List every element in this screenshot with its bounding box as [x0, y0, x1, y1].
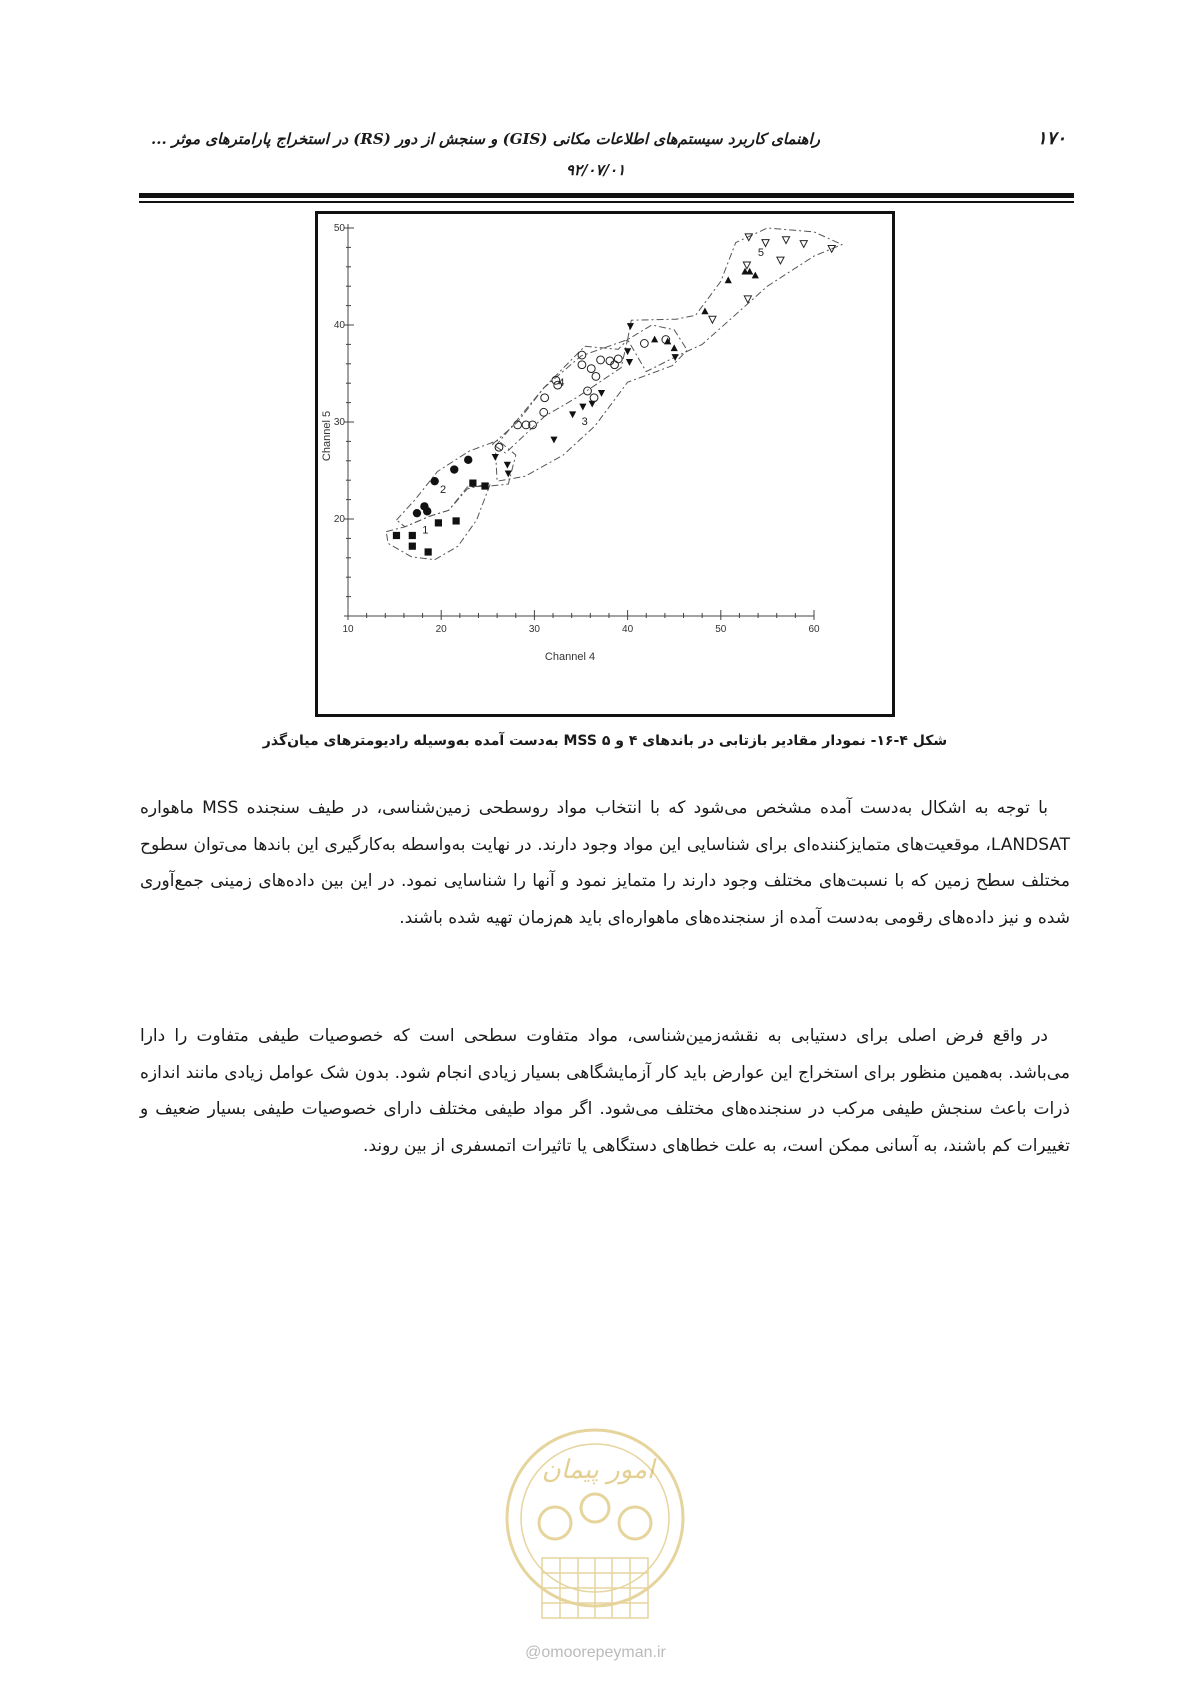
filled-triangle-down-point — [579, 404, 586, 411]
filled-square-point — [481, 482, 488, 489]
filled-triangle-down-point — [569, 411, 576, 418]
filled-square-point — [435, 519, 442, 526]
open-circle-point — [592, 373, 600, 381]
filled-triangle-down-point — [504, 462, 511, 469]
filled-triangle-down-point — [598, 390, 605, 397]
open-circle-point — [584, 387, 592, 395]
filled-circle-point — [423, 507, 431, 515]
filled-circle-point — [413, 509, 421, 517]
filled-square-point — [453, 517, 460, 524]
open-circle-point — [590, 394, 598, 402]
filled-square-point — [393, 532, 400, 539]
group-envelope — [493, 340, 628, 453]
filled-square-point — [409, 543, 416, 550]
watermark-logo-text: امور پیمان — [541, 1455, 655, 1485]
paragraph-2-text: در واقع فرض اصلی برای دستیابی به نقشه‌زمین‌شناسی، مواد متفاوت سطحی است که خصوصیات طیفی متفاوت را دارا می‌باشد. به‌همین منظور برای استخراج این عوارض باید کار آزمایشگاهی بسیار زیادی انجام شود. بدون شک عوامل زیادی مانند اندازه ذرات باعث سنجش طیفی مرکب در سنجنده‌های مختلف می‌شود. اگر مواد طیفی مختلف دارای خصوصیات طیفی بسیار ضعیف و تغییرات کم باشند، به آسانی ممکن است، به علت خطاهای دستگاهی یا تاثیرات اتمسفری از بین روند. — [140, 1026, 1070, 1156]
y-tick-label: 20 — [333, 514, 345, 525]
filled-triangle-down-point — [672, 354, 679, 361]
filled-square-point — [409, 532, 416, 539]
group-label: 3 — [581, 415, 588, 428]
x-tick-label: 40 — [622, 624, 634, 635]
header-rule-thick — [139, 193, 1074, 198]
figure-frame — [315, 211, 895, 717]
open-circle-point — [614, 355, 622, 363]
watermark-website: @omoorepeyman.ir — [525, 1644, 666, 1661]
group-label: 4 — [558, 377, 565, 390]
open-triangle-down-point — [777, 257, 784, 264]
y-tick-label: 30 — [333, 417, 345, 428]
filled-triangle-up-point — [664, 338, 671, 345]
filled-square-point — [469, 480, 476, 487]
page-number: ۱۷۰ — [1036, 128, 1066, 149]
filled-triangle-down-point — [505, 471, 512, 478]
filled-circle-point — [464, 456, 472, 464]
open-circle-point — [540, 408, 548, 416]
y-axis-label: Channel 5 — [321, 410, 333, 462]
filled-triangle-up-point — [752, 272, 759, 279]
filled-triangle-up-point — [651, 336, 658, 343]
open-triangle-down-point — [709, 316, 716, 323]
filled-circle-point — [430, 477, 438, 485]
x-tick-label: 20 — [435, 624, 447, 635]
body-paragraph-1 — [140, 790, 1070, 936]
filled-circle-point — [450, 465, 458, 473]
x-tick-label: 50 — [715, 624, 727, 635]
watermark-stamp — [480, 1408, 710, 1638]
running-title: راهنمای کاربرد سیستم‌های اطلاعات مکانی (GIS) و سنجش از دور (RS) در استخراج پارامترهای موثر ... — [151, 130, 820, 148]
filled-triangle-down-point — [624, 348, 631, 355]
open-triangle-down-point — [800, 241, 807, 248]
filled-triangle-down-point — [626, 359, 633, 366]
group-label: 1 — [422, 524, 429, 537]
filled-triangle-down-point — [550, 437, 557, 444]
filled-triangle-up-point — [671, 344, 678, 351]
x-tick-label: 60 — [808, 624, 820, 635]
group-envelope — [628, 228, 842, 372]
filled-triangle-up-point — [725, 276, 732, 283]
open-triangle-down-point — [743, 262, 750, 269]
open-triangle-down-point — [762, 240, 769, 247]
filled-triangle-up-point — [701, 307, 708, 314]
y-tick-label: 40 — [333, 320, 345, 331]
running-date: ۹۲/۰۷/۰۱ — [565, 161, 626, 179]
group-label: 2 — [440, 483, 447, 496]
y-tick-label: 50 — [333, 223, 345, 234]
paragraph-1-text: با توجه به اشکال به‌دست آمده مشخص می‌شود که با انتخاب مواد روسطحی زمین‌شناسی، در طیف سنجنده MSS ماهواره LANDSAT، موقعیت‌های متمایزکننده‌ای برای شناسایی این مواد وجود دارند. در نهایت به‌واسطه به‌کارگیری این باندها می‌توان سطوح مختلف سطح زمین که با نسبت‌های مختلف وجود دارند را متمایز نمود و آنها را شناسایی نمود. در این بین داده‌های زمینی جمع‌آوری شده و نیز داده‌های رقومی به‌دست آمده از سنجنده‌های ماهواره‌ای باید هم‌زمان تهیه شده باشند. — [140, 798, 1070, 928]
figure-caption: شکل ۴-۱۶- نمودار مقادیر بازتابی در باندهای ۴ و ۵ MSS به‌دست آمده به‌وسیله رادیومترهای میان‌گذر — [262, 733, 948, 749]
x-axis-label: Channel 4 — [544, 651, 596, 663]
body-paragraph-2 — [140, 1018, 1070, 1164]
filled-triangle-down-point — [627, 323, 634, 330]
header-rule-thin — [139, 201, 1074, 203]
open-circle-point — [587, 365, 595, 373]
filled-triangle-down-point — [492, 454, 499, 461]
open-circle-point — [597, 356, 605, 364]
filled-square-point — [425, 548, 432, 555]
x-tick-label: 10 — [342, 624, 354, 635]
open-circle-point — [578, 361, 586, 369]
open-triangle-down-point — [744, 296, 751, 303]
open-circle-point — [578, 351, 586, 359]
scatter-chart — [318, 214, 892, 714]
group-label: 5 — [757, 247, 764, 260]
x-tick-label: 30 — [528, 624, 540, 635]
open-circle-point — [640, 340, 648, 348]
open-triangle-down-point — [782, 237, 789, 244]
open-circle-point — [541, 394, 549, 402]
